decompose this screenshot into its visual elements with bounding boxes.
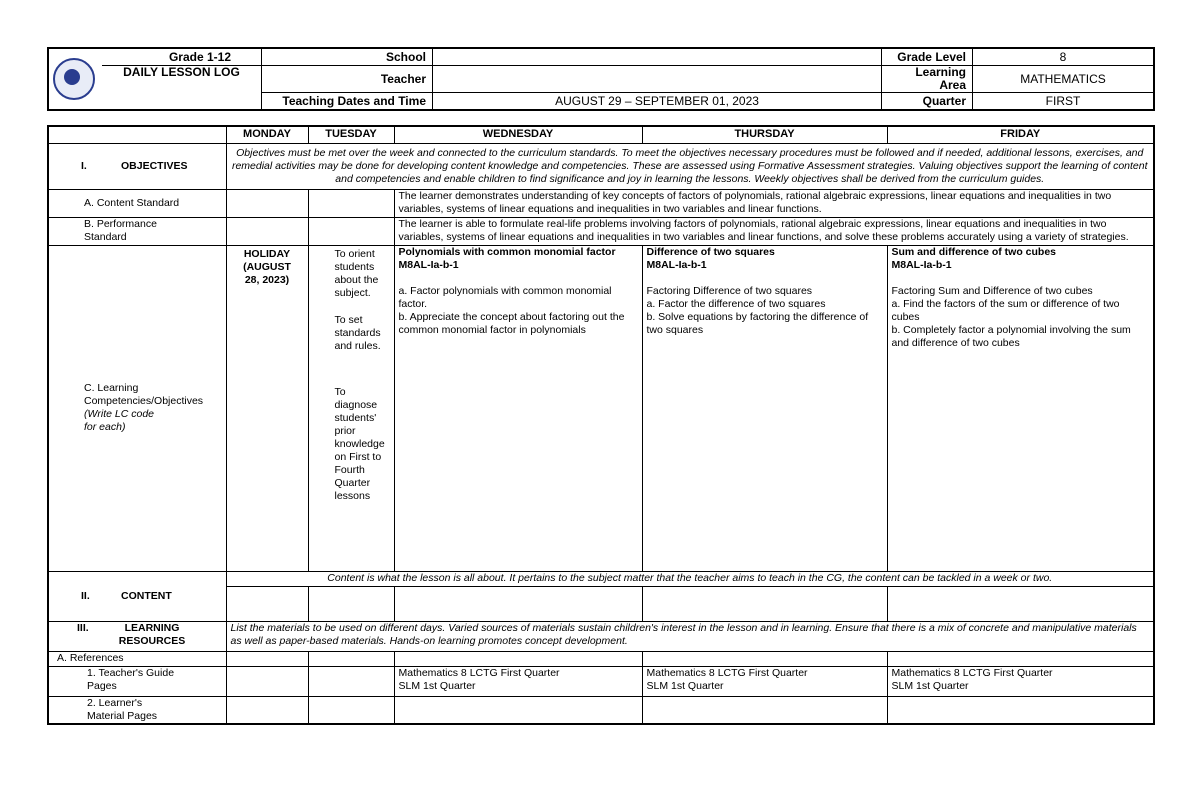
- tg-monday: [226, 666, 308, 696]
- references-wednesday: [394, 651, 642, 666]
- lesson-log-table: [47, 125, 1155, 725]
- references-friday: [887, 651, 1154, 666]
- corner-cell: [48, 126, 226, 143]
- performance-standard-text: The learner is able to formulate real-life problems involving factors of polynomials, rational algebraic expressions, linear equations and inequalities in two variables, systems of linear equations and inequalities in two variables and linear functions, and solve these problems accurately using a variety of strategies.: [394, 217, 1154, 245]
- tuesday-objective-1: To orient students about the subject.: [334, 247, 379, 299]
- day-wednesday: WEDNESDAY: [394, 126, 642, 143]
- tg-friday-line2: SLM 1st Quarter: [891, 679, 969, 692]
- objectives-number: I.: [81, 159, 87, 172]
- content-heading: [48, 571, 226, 621]
- learners-material-label: 2. Learner's Material Pages: [48, 696, 226, 724]
- deped-seal-icon: [53, 58, 95, 100]
- content-wednesday: [394, 586, 642, 621]
- header-table: [47, 47, 1155, 111]
- content-friday: [887, 586, 1154, 621]
- tg-friday: [887, 666, 1154, 696]
- lm-tuesday: [308, 696, 394, 724]
- content-standard-tuesday: [308, 189, 394, 217]
- friday-topic-title: Sum and difference of two cubes: [891, 245, 1057, 258]
- competencies-label-cell: [48, 245, 226, 571]
- learning-area-label: Learning Area: [882, 66, 973, 93]
- resources-number: III.: [77, 621, 89, 634]
- dates-label: Teaching Dates and Time: [262, 93, 433, 111]
- tg-wednesday-line2: SLM 1st Quarter: [398, 679, 476, 692]
- teachers-guide-label: 1. Teacher's Guide Pages: [48, 666, 226, 696]
- tg-friday-line1: Mathematics 8 LCTG First Quarter: [891, 666, 1053, 679]
- tg-thursday-line2: SLM 1st Quarter: [646, 679, 724, 692]
- content-standard-monday: [226, 189, 308, 217]
- deped-seal-cell: [48, 48, 102, 110]
- friday-objective-a: a. Find the factors of the sum or difference of two cubes: [891, 297, 1120, 323]
- thursday-objective-b: b. Solve equations by factoring the difference of two squares: [646, 310, 869, 336]
- day-thursday: THURSDAY: [642, 126, 887, 143]
- learning-area-value: MATHEMATICS: [973, 66, 1155, 93]
- tg-wednesday-line1: Mathematics 8 LCTG First Quarter: [398, 666, 560, 679]
- content-standard-label: A. Content Standard: [48, 189, 226, 217]
- wednesday-competencies: [394, 245, 642, 571]
- day-monday: MONDAY: [226, 126, 308, 143]
- quarter-label: Quarter: [882, 93, 973, 111]
- teacher-value: [433, 66, 882, 93]
- tuesday-objective-3: To diagnose students' prior knowledge on First to Fourth Quarter lessons: [334, 385, 385, 502]
- content-standard-text: The learner demonstrates understanding of key concepts of factors of polynomials, rational algebraic expressions, linear equations and inequalities in two variables, systems of linear equations and inequalities in two variables and linear functions.: [394, 189, 1154, 217]
- content-tuesday: [308, 586, 394, 621]
- content-title: CONTENT: [121, 589, 172, 602]
- thursday-lc-code: M8AL-Ia-b-1: [646, 258, 707, 271]
- thursday-topic-title: Difference of two squares: [646, 245, 775, 258]
- friday-intro: Factoring Sum and Difference of two cubes: [891, 284, 1093, 297]
- references-tuesday: [308, 651, 394, 666]
- teacher-label: Teacher: [262, 66, 433, 93]
- performance-standard-tuesday: [308, 217, 394, 245]
- day-friday: FRIDAY: [887, 126, 1154, 143]
- day-tuesday: TUESDAY: [308, 126, 394, 143]
- friday-objective-b: b. Completely factor a polynomial involving the sum and difference of two cubes: [891, 323, 1131, 349]
- monday-holiday: HOLIDAY (AUGUST 28, 2023): [226, 245, 308, 571]
- objectives-note: Objectives must be met over the week and connected to the curriculum standards. To meet the objectives necessary procedures must be followed and if needed, additional lessons, exercises, and remedial activities may be done for developing content knowledge and competencies. These are assessed using Formative Assessment strategies. Valuing objectives support the learning of content and competencies and enable children to find significance and joy in learning the lessons. Weekly objectives shall be derived from the curriculum guides.: [226, 143, 1154, 189]
- wednesday-lc-code: M8AL-Ia-b-1: [398, 258, 459, 271]
- objectives-title: OBJECTIVES: [121, 159, 188, 172]
- lm-monday: [226, 696, 308, 724]
- grade-range: Grade 1-12: [102, 48, 262, 66]
- lm-thursday: [642, 696, 887, 724]
- log-title: DAILY LESSON LOG: [102, 66, 262, 111]
- thursday-competencies: [642, 245, 887, 571]
- resources-note: List the materials to be used on different days. Varied sources of materials sustain children's interest in the lesson and in learning. Ensure that there is a mix of concrete and manipulative materials as well as paper-based materials. Hands-on learning promotes concept development.: [226, 621, 1154, 651]
- dates-value: AUGUST 29 – SEPTEMBER 01, 2023: [433, 93, 882, 111]
- references-monday: [226, 651, 308, 666]
- tg-thursday: [642, 666, 887, 696]
- tg-wednesday: [394, 666, 642, 696]
- performance-standard-monday: [226, 217, 308, 245]
- lm-friday: [887, 696, 1154, 724]
- school-label: School: [262, 48, 433, 66]
- quarter-value: FIRST: [973, 93, 1155, 111]
- grade-level-label: Grade Level: [882, 48, 973, 66]
- content-monday: [226, 586, 308, 621]
- friday-lc-code: M8AL-Ia-b-1: [891, 258, 952, 271]
- competencies-label-note: (Write LC code for each): [84, 408, 155, 433]
- tuesday-competencies: [308, 245, 394, 571]
- lm-wednesday: [394, 696, 642, 724]
- competencies-label: C. Learning Competencies/Objectives: [84, 382, 204, 407]
- school-value: [433, 48, 882, 66]
- wednesday-objective-a: a. Factor polynomials with common monomial factor.: [398, 284, 612, 310]
- tg-tuesday: [308, 666, 394, 696]
- resources-heading: [48, 621, 226, 651]
- thursday-intro: Factoring Difference of two squares: [646, 284, 813, 297]
- tuesday-objective-2: To set standards and rules.: [334, 313, 381, 352]
- content-thursday: [642, 586, 887, 621]
- grade-level-value: 8: [973, 48, 1155, 66]
- resources-title: LEARNING RESOURCES: [118, 621, 186, 647]
- objectives-heading: [48, 143, 226, 189]
- performance-standard-label: B. Performance Standard: [48, 217, 226, 245]
- references-label: A. References: [48, 651, 226, 666]
- tg-thursday-line1: Mathematics 8 LCTG First Quarter: [646, 666, 808, 679]
- wednesday-objective-b: b. Appreciate the concept about factoring out the common monomial factor in polynomials: [398, 310, 625, 336]
- content-note: Content is what the lesson is all about. It pertains to the subject matter that the teacher aims to teach in the CG, the content can be tackled in a week or two.: [226, 571, 1154, 586]
- content-number: II.: [81, 589, 90, 602]
- wednesday-topic-title: Polynomials with common monomial factor: [398, 245, 616, 258]
- references-thursday: [642, 651, 887, 666]
- thursday-objective-a: a. Factor the difference of two squares: [646, 297, 826, 310]
- friday-competencies: [887, 245, 1154, 571]
